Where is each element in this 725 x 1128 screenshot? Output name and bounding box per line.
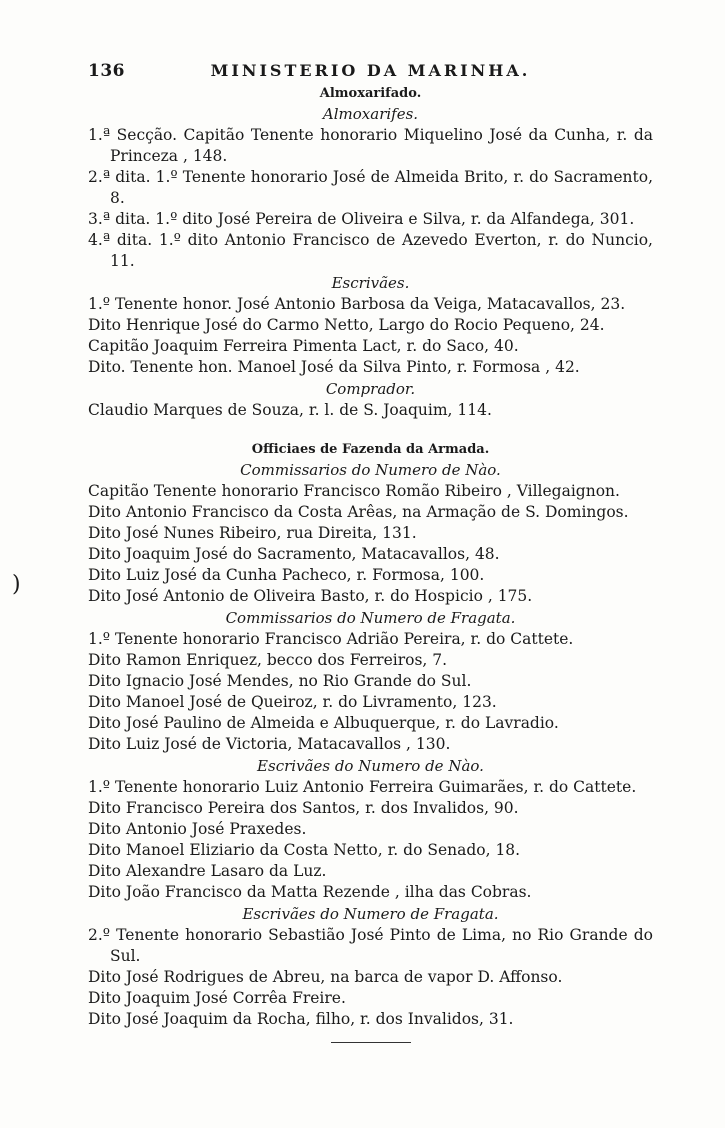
list-entry: 4.ª dita. 1.º dito Antonio Francisco de Azevedo Everton, r. do Nuncio, 11.: [88, 231, 653, 270]
group-heading: Escrivães do Numero de Fragata.: [242, 905, 499, 923]
list-entry: Dito José Antonio de Oliveira Basto, r. do Hospicio , 175.: [88, 587, 533, 605]
document-page: [88, 55, 653, 1043]
page-number: 136: [88, 61, 125, 81]
list-entry: Dito. Tenente hon. Manoel José da Silva Pinto, r. Formosa , 42.: [88, 358, 580, 376]
page-header: [88, 55, 653, 85]
list-entry: Dito Alexandre Lasaro da Luz.: [88, 862, 327, 880]
list-entry: Dito Joaquim José Corrêa Freire.: [88, 989, 346, 1007]
list-entry: Dito Joaquim José do Sacramento, Matacavallos, 48.: [88, 545, 500, 563]
list-entry: Dito José Nunes Ribeiro, rua Direita, 131.: [88, 524, 417, 542]
list-entry: Dito Antonio Francisco da Costa Arêas, na Armação de S. Domingos.: [88, 503, 629, 521]
list-entry: Dito Antonio José Praxedes.: [88, 820, 307, 838]
group-heading: Escrivães.: [331, 274, 410, 292]
group-heading: Comprador.: [325, 380, 416, 398]
list-entry: Dito José Rodrigues de Abreu, na barca de vapor D. Affonso.: [88, 968, 563, 986]
list-entry: Claudio Marques de Souza, r. l. de S. Joaquim, 114.: [88, 401, 492, 419]
list-entry: Dito Luiz José de Victoria, Matacavallos , 130.: [88, 735, 451, 753]
closing-rule: [331, 1042, 411, 1043]
list-entry: 1.ª Secção. Capitão Tenente honorario Miquelino José da Cunha, r. da Princeza , 148.: [88, 126, 653, 165]
list-entry: Dito José Paulino de Almeida e Albuquerque, r. do Lavradio.: [88, 714, 559, 732]
section-title: Almoxarifado.: [319, 86, 422, 101]
list-entry: 1.º Tenente honor. José Antonio Barbosa da Veiga, Matacavallos, 23.: [88, 295, 626, 313]
section-almoxarifado: [88, 85, 653, 421]
list-entry: 2.ª dita. 1.º Tenente honorario José de Almeida Brito, r. do Sacramento, 8.: [88, 168, 653, 207]
group-heading: Almoxarifes.: [322, 105, 419, 123]
list-entry: Dito José Joaquim da Rocha, filho, r. dos Invalidos, 31.: [88, 1010, 514, 1028]
list-entry: Dito Manoel José de Queiroz, r. do Livramento, 123.: [88, 693, 497, 711]
list-entry: Capitão Joaquim Ferreira Pimenta Lact, r. do Saco, 40.: [88, 337, 519, 355]
running-title: MINISTERIO DA MARINHA.: [210, 61, 531, 80]
list-entry: Capitão Tenente honorario Francisco Romão Ribeiro , Villegaignon.: [88, 482, 620, 500]
group-heading: Commissarios do Numero de Fragata.: [225, 609, 516, 627]
list-entry: Dito Luiz José da Cunha Pacheco, r. Formosa, 100.: [88, 566, 485, 584]
list-entry: Dito Manoel Eliziario da Costa Netto, r. do Senado, 18.: [88, 841, 521, 859]
section-officiaes-fazenda: [88, 441, 653, 1030]
section-title: Officiaes de Fazenda da Armada.: [251, 442, 490, 457]
list-entry: Dito Henrique José do Carmo Netto, Largo do Rocio Pequeno, 24.: [88, 316, 605, 334]
list-entry: 1.º Tenente honorario Luiz Antonio Ferreira Guimarães, r. do Cattete.: [88, 778, 637, 796]
list-entry: 3.ª dita. 1.º dito José Pereira de Oliveira e Silva, r. da Alfandega, 301.: [88, 210, 635, 228]
list-entry: 1.º Tenente honorario Francisco Adrião Pereira, r. do Cattete.: [88, 630, 574, 648]
list-entry: Dito Ignacio José Mendes, no Rio Grande do Sul.: [88, 672, 472, 690]
list-entry: Dito João Francisco da Matta Rezende , ilha das Cobras.: [88, 883, 532, 901]
list-entry: 2.º Tenente honorario Sebastião José Pinto de Lima, no Rio Grande do Sul.: [88, 926, 653, 965]
margin-mark: ): [12, 572, 21, 597]
group-heading: Escrivães do Numero de Nào.: [257, 757, 484, 775]
list-entry: Dito Francisco Pereira dos Santos, r. dos Invalidos, 90.: [88, 799, 519, 817]
list-entry: Dito Ramon Enriquez, becco dos Ferreiros, 7.: [88, 651, 448, 669]
group-heading: Commissarios do Numero de Nào.: [240, 461, 501, 479]
